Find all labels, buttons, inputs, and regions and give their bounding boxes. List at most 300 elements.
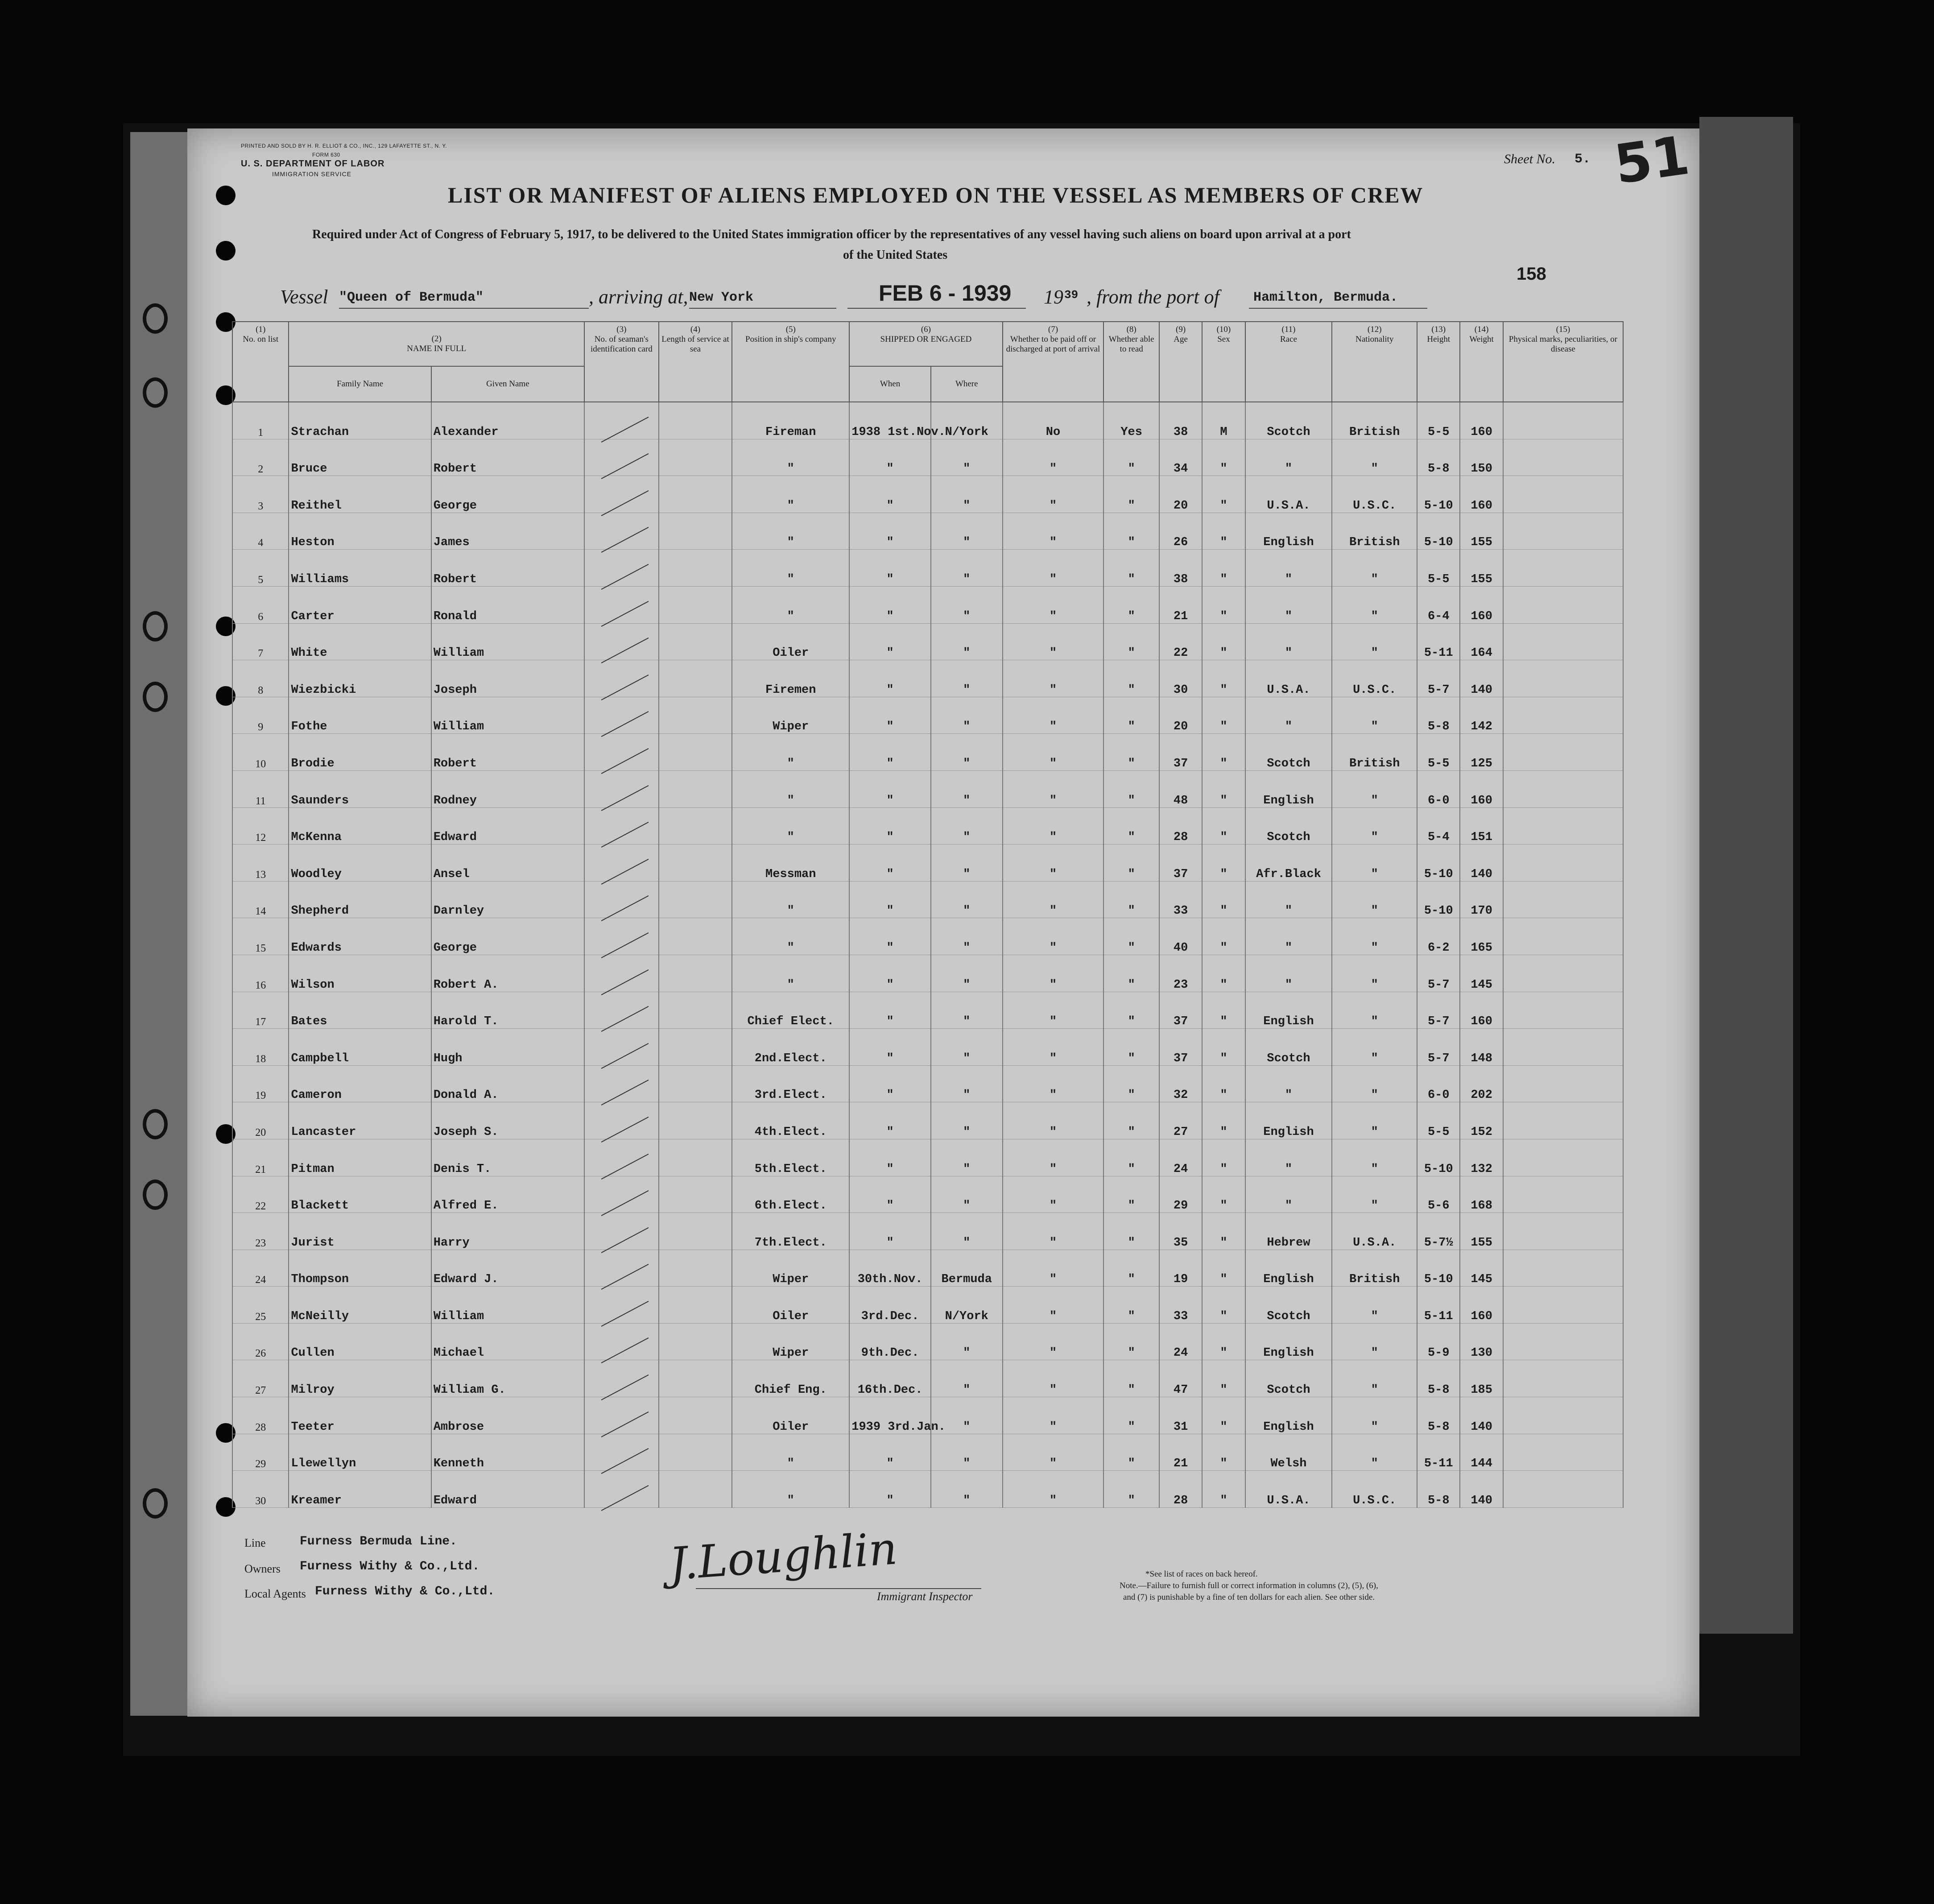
id-card-check-mark — [601, 969, 649, 995]
table-row — [232, 1471, 1623, 1508]
physical-marks-cell — [1503, 992, 1623, 1029]
id-card-check-mark — [601, 1337, 649, 1363]
able-to-read-cell: " — [1103, 476, 1159, 513]
id-card-check-mark — [601, 1190, 649, 1216]
id-card-check-mark — [601, 601, 649, 627]
paid-off-cell: " — [1003, 439, 1104, 476]
height-cell: 5-10 — [1417, 476, 1460, 513]
physical-marks-cell — [1503, 1471, 1623, 1508]
paid-off-cell: " — [1003, 587, 1104, 624]
id-card-cell — [584, 439, 659, 476]
race-cell: English — [1245, 1323, 1332, 1360]
col-header-where: Where — [931, 366, 1003, 402]
able-to-read-cell: " — [1103, 1434, 1159, 1471]
able-to-read-cell: " — [1103, 587, 1159, 624]
nationality-cell: " — [1332, 1029, 1417, 1066]
table-row — [232, 439, 1623, 476]
shipped-when-cell: " — [849, 660, 931, 697]
race-cell: " — [1245, 1065, 1332, 1102]
table-row — [232, 844, 1623, 882]
weight-cell: 148 — [1460, 1029, 1503, 1066]
id-card-check-mark — [601, 675, 649, 700]
able-to-read-cell: Yes — [1103, 402, 1159, 439]
physical-marks-cell — [1503, 476, 1623, 513]
table-row — [232, 587, 1623, 624]
position-cell: 2nd.Elect. — [732, 1029, 849, 1066]
length-of-service-cell — [659, 1102, 732, 1139]
given-name-cell: Robert A. — [431, 955, 584, 992]
owners-label: Owners — [244, 1562, 281, 1575]
physical-marks-cell — [1503, 623, 1623, 660]
paid-off-cell: " — [1003, 1471, 1104, 1508]
age-cell: 31 — [1159, 1397, 1202, 1434]
sex-cell: " — [1202, 1029, 1245, 1066]
length-of-service-cell — [659, 550, 732, 587]
nationality-cell: " — [1332, 955, 1417, 992]
weight-cell: 160 — [1460, 770, 1503, 807]
position-cell: " — [732, 1434, 849, 1471]
vessel-name: "Queen of Bermuda" — [339, 290, 484, 305]
shipped-where-cell: " — [931, 623, 1003, 660]
id-card-cell — [584, 734, 659, 771]
age-cell: 26 — [1159, 513, 1202, 550]
length-of-service-cell — [659, 1323, 732, 1360]
crew-manifest-table — [232, 321, 1624, 1508]
paid-off-cell: " — [1003, 1139, 1104, 1176]
subtitle-line-1: Required under Act of Congress of February 5, 1917, to be delivered to the United States immigration officer by the representatives of any vessel having such aliens on board upon arrival at a port — [312, 228, 1351, 241]
position-cell: " — [732, 918, 849, 955]
id-card-cell — [584, 402, 659, 439]
department-name: U. S. DEPARTMENT OF LABOR — [241, 159, 385, 169]
row-number-cell: 2 — [232, 439, 289, 476]
nationality-cell: British — [1332, 734, 1417, 771]
sex-cell: M — [1202, 402, 1245, 439]
paid-off-cell: " — [1003, 1102, 1104, 1139]
race-cell: " — [1245, 439, 1332, 476]
position-cell: Oiler — [732, 1397, 849, 1434]
sex-cell: " — [1202, 844, 1245, 882]
paid-off-cell: " — [1003, 1065, 1104, 1102]
race-cell: English — [1245, 992, 1332, 1029]
weight-cell: 160 — [1460, 992, 1503, 1029]
shipped-where-cell: " — [931, 550, 1003, 587]
row-number-cell: 8 — [232, 660, 289, 697]
race-cell: " — [1245, 623, 1332, 660]
paid-off-cell: " — [1003, 734, 1104, 771]
length-of-service-cell — [659, 476, 732, 513]
weight-cell: 151 — [1460, 807, 1503, 844]
position-cell: " — [732, 587, 849, 624]
position-cell: 5th.Elect. — [732, 1139, 849, 1176]
shipped-where-cell: " — [931, 844, 1003, 882]
shipped-where-cell: " — [931, 881, 1003, 918]
race-cell: " — [1245, 1176, 1332, 1213]
given-name-cell: Harold T. — [431, 992, 584, 1029]
nationality-cell: " — [1332, 587, 1417, 624]
row-number-cell: 25 — [232, 1287, 289, 1324]
paid-off-cell: " — [1003, 918, 1104, 955]
race-cell: " — [1245, 587, 1332, 624]
table-row — [232, 1360, 1623, 1397]
sex-cell: " — [1202, 660, 1245, 697]
family-name-cell: White — [289, 623, 431, 660]
height-cell: 6-0 — [1417, 770, 1460, 807]
id-card-cell — [584, 1287, 659, 1324]
able-to-read-cell: " — [1103, 1102, 1159, 1139]
physical-marks-cell — [1503, 955, 1623, 992]
physical-marks-cell — [1503, 697, 1623, 734]
given-name-cell: Robert — [431, 439, 584, 476]
given-name-cell: Alfred E. — [431, 1176, 584, 1213]
length-of-service-cell — [659, 1397, 732, 1434]
length-of-service-cell — [659, 770, 732, 807]
signature-line — [696, 1588, 981, 1589]
table-row — [232, 881, 1623, 918]
id-card-check-mark — [601, 490, 649, 516]
shipped-when-cell: 9th.Dec. — [849, 1323, 931, 1360]
col-header-paid-off: (7) Whether to be paid off or discharged at port of arrival — [1003, 322, 1104, 402]
physical-marks-cell — [1503, 770, 1623, 807]
length-of-service-cell — [659, 1434, 732, 1471]
position-cell: " — [732, 476, 849, 513]
age-cell: 32 — [1159, 1065, 1202, 1102]
shipped-where-cell: " — [931, 660, 1003, 697]
able-to-read-cell: " — [1103, 513, 1159, 550]
race-cell: " — [1245, 550, 1332, 587]
family-name-cell: McKenna — [289, 807, 431, 844]
family-name-cell: Strachan — [289, 402, 431, 439]
sheet-value: 5. — [1574, 152, 1591, 167]
weight-cell: 152 — [1460, 1102, 1503, 1139]
shipped-when-cell: " — [849, 1102, 931, 1139]
family-name-cell: Williams — [289, 550, 431, 587]
length-of-service-cell — [659, 1029, 732, 1066]
sex-cell: " — [1202, 992, 1245, 1029]
table-row — [232, 1397, 1623, 1434]
given-name-cell: Joseph — [431, 660, 584, 697]
height-cell: 5-5 — [1417, 550, 1460, 587]
weight-cell: 160 — [1460, 1287, 1503, 1324]
id-card-cell — [584, 992, 659, 1029]
physical-marks-cell — [1503, 660, 1623, 697]
able-to-read-cell: " — [1103, 1287, 1159, 1324]
id-card-check-mark — [601, 1374, 649, 1400]
table-row — [232, 918, 1623, 955]
age-cell: 20 — [1159, 697, 1202, 734]
given-name-cell: Edward — [431, 1471, 584, 1508]
weight-cell: 165 — [1460, 918, 1503, 955]
shipped-when-cell: " — [849, 1434, 931, 1471]
id-card-cell — [584, 623, 659, 660]
row-number-cell: 15 — [232, 918, 289, 955]
row-number-cell: 3 — [232, 476, 289, 513]
race-cell: Afr.Black — [1245, 844, 1332, 882]
race-cell: Scotch — [1245, 734, 1332, 771]
physical-marks-cell — [1503, 1434, 1623, 1471]
col-header-weight: (14) Weight — [1460, 322, 1503, 402]
shipped-when-cell: " — [849, 587, 931, 624]
race-cell: English — [1245, 1102, 1332, 1139]
shipped-when-cell: " — [849, 1213, 931, 1250]
age-cell: 28 — [1159, 1471, 1202, 1508]
race-cell: English — [1245, 1397, 1332, 1434]
height-cell: 5-11 — [1417, 1434, 1460, 1471]
sex-cell: " — [1202, 1287, 1245, 1324]
paid-off-cell: " — [1003, 1250, 1104, 1287]
position-cell: " — [732, 955, 849, 992]
col-header-read: (8) Whether able to read — [1103, 322, 1159, 402]
id-card-cell — [584, 1471, 659, 1508]
family-name-cell: Cameron — [289, 1065, 431, 1102]
id-card-check-mark — [601, 1227, 649, 1253]
age-cell: 47 — [1159, 1360, 1202, 1397]
date-underline — [847, 308, 1026, 309]
nationality-cell: " — [1332, 1139, 1417, 1176]
physical-marks-cell — [1503, 1139, 1623, 1176]
able-to-read-cell: " — [1103, 1176, 1159, 1213]
col-header-height: (13) Height — [1417, 322, 1460, 402]
col-header-age: (9) Age — [1159, 322, 1202, 402]
table-row — [232, 992, 1623, 1029]
binder-hole — [216, 186, 236, 205]
col-header-sex: (10) Sex — [1202, 322, 1245, 402]
paid-off-cell: " — [1003, 1434, 1104, 1471]
col-header-nationality: (12) Nationality — [1332, 322, 1417, 402]
length-of-service-cell — [659, 734, 732, 771]
nationality-cell: U.S.C. — [1332, 476, 1417, 513]
family-name-cell: Fothe — [289, 697, 431, 734]
nationality-cell: U.S.C. — [1332, 1471, 1417, 1508]
paid-off-cell: " — [1003, 1176, 1104, 1213]
id-card-check-mark — [601, 895, 649, 921]
nationality-cell: " — [1332, 1434, 1417, 1471]
given-name-cell: Ambrose — [431, 1397, 584, 1434]
able-to-read-cell: " — [1103, 1213, 1159, 1250]
id-card-cell — [584, 1102, 659, 1139]
table-row — [232, 623, 1623, 660]
race-cell: Scotch — [1245, 1287, 1332, 1324]
family-name-cell: Wiezbicki — [289, 660, 431, 697]
table-row — [232, 476, 1623, 513]
shipped-where-cell: Bermuda — [931, 1250, 1003, 1287]
binder-ring — [143, 1488, 168, 1519]
row-number-cell: 13 — [232, 844, 289, 882]
family-name-cell: Reithel — [289, 476, 431, 513]
height-cell: 5-10 — [1417, 513, 1460, 550]
nationality-cell: " — [1332, 881, 1417, 918]
id-card-cell — [584, 1139, 659, 1176]
inspector-label: Immigrant Inspector — [877, 1590, 973, 1603]
id-card-check-mark — [601, 417, 649, 443]
row-number-cell: 24 — [232, 1250, 289, 1287]
binder-ring — [143, 611, 168, 642]
position-cell: Firemen — [732, 660, 849, 697]
col-header-physical-marks: (15) Physical marks, peculiarities, or disease — [1503, 322, 1623, 402]
id-card-cell — [584, 660, 659, 697]
paid-off-cell: No — [1003, 402, 1104, 439]
physical-marks-cell — [1503, 1102, 1623, 1139]
physical-marks-cell — [1503, 1065, 1623, 1102]
length-of-service-cell — [659, 918, 732, 955]
shipped-where-cell: " — [931, 1360, 1003, 1397]
shipped-when-cell: 3rd.Dec. — [849, 1287, 931, 1324]
height-cell: 5-6 — [1417, 1176, 1460, 1213]
able-to-read-cell: " — [1103, 1360, 1159, 1397]
scan-edge-strip — [1699, 117, 1793, 1634]
table-row — [232, 1029, 1623, 1066]
sex-cell: " — [1202, 1471, 1245, 1508]
table-row — [232, 1065, 1623, 1102]
paid-off-cell: " — [1003, 550, 1104, 587]
nationality-cell: " — [1332, 439, 1417, 476]
height-cell: 5-7½ — [1417, 1213, 1460, 1250]
able-to-read-cell: " — [1103, 807, 1159, 844]
weight-cell: 140 — [1460, 660, 1503, 697]
weight-cell: 155 — [1460, 513, 1503, 550]
row-number-cell: 28 — [232, 1397, 289, 1434]
weight-cell: 155 — [1460, 1213, 1503, 1250]
height-cell: 5-11 — [1417, 1287, 1460, 1324]
col-header-position: (5) Position in ship's company — [732, 322, 849, 402]
weight-cell: 145 — [1460, 1250, 1503, 1287]
id-card-cell — [584, 1029, 659, 1066]
nationality-cell: " — [1332, 1287, 1417, 1324]
row-number-cell: 22 — [232, 1176, 289, 1213]
given-name-cell: George — [431, 918, 584, 955]
given-name-cell: Darnley — [431, 881, 584, 918]
length-of-service-cell — [659, 807, 732, 844]
race-cell: Scotch — [1245, 1360, 1332, 1397]
length-of-service-cell — [659, 587, 732, 624]
shipped-where-cell: " — [931, 439, 1003, 476]
shipped-when-cell: " — [849, 1471, 931, 1508]
row-number-cell: 23 — [232, 1213, 289, 1250]
id-card-cell — [584, 476, 659, 513]
length-of-service-cell — [659, 1471, 732, 1508]
able-to-read-cell: " — [1103, 1397, 1159, 1434]
sex-cell: " — [1202, 476, 1245, 513]
row-number-cell: 21 — [232, 1139, 289, 1176]
table-row — [232, 513, 1623, 550]
weight-cell: 144 — [1460, 1434, 1503, 1471]
given-name-cell: James — [431, 513, 584, 550]
given-name-cell: Robert — [431, 550, 584, 587]
paid-off-cell: " — [1003, 955, 1104, 992]
weight-cell: 202 — [1460, 1065, 1503, 1102]
weight-cell: 168 — [1460, 1176, 1503, 1213]
length-of-service-cell — [659, 1139, 732, 1176]
nationality-cell: " — [1332, 1323, 1417, 1360]
age-cell: 20 — [1159, 476, 1202, 513]
id-card-cell — [584, 1213, 659, 1250]
owners-value: Furness Withy & Co.,Ltd. — [300, 1560, 480, 1573]
weight-cell: 140 — [1460, 844, 1503, 882]
id-card-check-mark — [601, 1264, 649, 1290]
nationality-cell: " — [1332, 1102, 1417, 1139]
physical-marks-cell — [1503, 1397, 1623, 1434]
page-title: LIST OR MANIFEST OF ALIENS EMPLOYED ON THE VESSEL AS MEMBERS OF CREW — [448, 182, 1424, 207]
length-of-service-cell — [659, 513, 732, 550]
length-of-service-cell — [659, 1176, 732, 1213]
sex-cell: " — [1202, 623, 1245, 660]
nationality-cell: " — [1332, 844, 1417, 882]
shipped-where-cell: " — [931, 1102, 1003, 1139]
given-name-cell: Hugh — [431, 1029, 584, 1066]
shipped-when-cell: " — [849, 955, 931, 992]
id-card-cell — [584, 513, 659, 550]
physical-marks-cell — [1503, 550, 1623, 587]
physical-marks-cell — [1503, 587, 1623, 624]
physical-marks-cell — [1503, 402, 1623, 439]
position-cell: Fireman — [732, 402, 849, 439]
shipped-when-cell: " — [849, 439, 931, 476]
shipped-where-cell: " — [931, 1471, 1003, 1508]
shipped-where-cell: " — [931, 1139, 1003, 1176]
height-cell: 5-8 — [1417, 1471, 1460, 1508]
weight-cell: 160 — [1460, 587, 1503, 624]
physical-marks-cell — [1503, 1176, 1623, 1213]
row-number-cell: 14 — [232, 881, 289, 918]
position-cell: Wiper — [732, 1250, 849, 1287]
able-to-read-cell: " — [1103, 660, 1159, 697]
position-cell: Chief Elect. — [732, 992, 849, 1029]
given-name-cell: Rodney — [431, 770, 584, 807]
position-cell: 4th.Elect. — [732, 1102, 849, 1139]
nationality-cell: U.S.A. — [1332, 1213, 1417, 1250]
length-of-service-cell — [659, 1213, 732, 1250]
race-cell: English — [1245, 1250, 1332, 1287]
given-name-cell: William G. — [431, 1360, 584, 1397]
shipped-when-cell: " — [849, 807, 931, 844]
id-card-cell — [584, 1323, 659, 1360]
vessel-label: Vessel — [280, 286, 328, 308]
age-cell: 37 — [1159, 992, 1202, 1029]
id-card-cell — [584, 587, 659, 624]
line-label: Line — [244, 1536, 266, 1549]
id-card-check-mark — [601, 711, 649, 737]
length-of-service-cell — [659, 1287, 732, 1324]
id-card-cell — [584, 1397, 659, 1434]
binder-ring — [143, 1180, 168, 1210]
shipped-when-cell: " — [849, 476, 931, 513]
physical-marks-cell — [1503, 1029, 1623, 1066]
position-cell: 6th.Elect. — [732, 1176, 849, 1213]
id-card-cell — [584, 1360, 659, 1397]
id-card-check-mark — [601, 1080, 649, 1105]
date-stamp: FEB 6 - 1939 — [879, 281, 1012, 306]
age-cell: 34 — [1159, 439, 1202, 476]
shipped-when-cell: " — [849, 550, 931, 587]
length-of-service-cell — [659, 881, 732, 918]
table-row — [232, 1139, 1623, 1176]
age-cell: 33 — [1159, 881, 1202, 918]
id-card-cell — [584, 1250, 659, 1287]
weight-cell: 155 — [1460, 550, 1503, 587]
row-number-cell: 11 — [232, 770, 289, 807]
paid-off-cell: " — [1003, 1213, 1104, 1250]
height-cell: 5-7 — [1417, 955, 1460, 992]
physical-marks-cell — [1503, 1323, 1623, 1360]
id-card-check-mark — [601, 527, 649, 553]
weight-cell: 150 — [1460, 439, 1503, 476]
paid-off-cell: " — [1003, 1360, 1104, 1397]
shipped-where-cell: " — [931, 1213, 1003, 1250]
given-name-cell: Kenneth — [431, 1434, 584, 1471]
sex-cell: " — [1202, 1360, 1245, 1397]
col-header-shipped: (6) SHIPPED OR ENGAGED — [849, 322, 1002, 366]
physical-marks-cell — [1503, 918, 1623, 955]
race-cell: " — [1245, 1139, 1332, 1176]
